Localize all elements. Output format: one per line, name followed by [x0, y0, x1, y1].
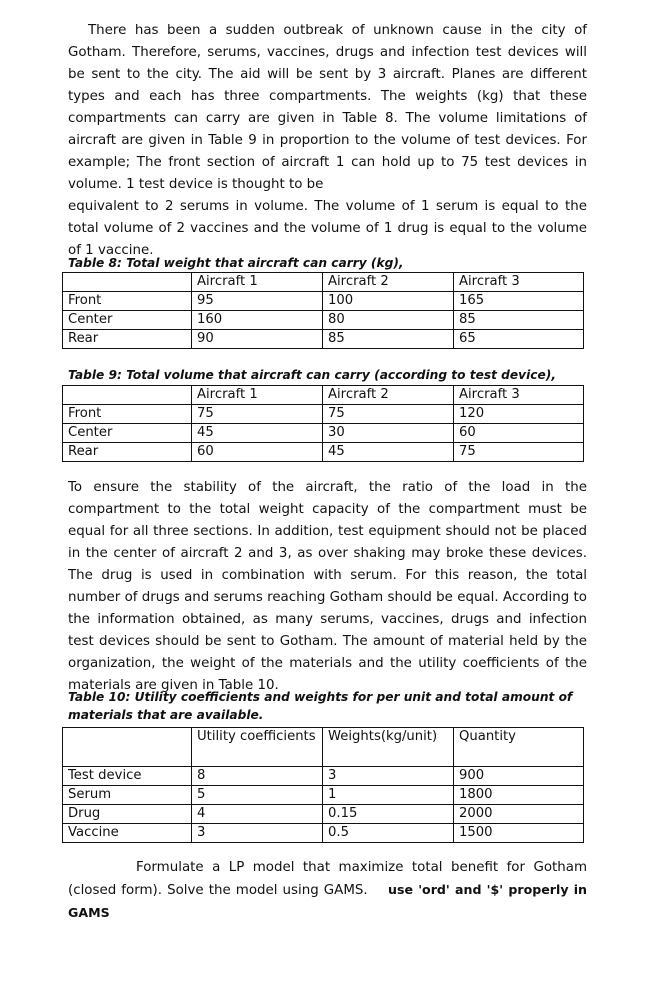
table-header-cell: Quantity	[454, 728, 584, 767]
row-label: Rear	[63, 330, 192, 349]
table-row	[63, 311, 584, 330]
intro-continuation	[68, 196, 587, 262]
table-row	[63, 805, 584, 824]
constraints-paragraph: To ensure the stability of the aircraft, the ratio of the load in the compartment to the total weight capacity of the compartment must be equal for all three sections. In addition, test equipment should not be placed in the center of aircraft 2 and 3, as over shaking may broke these devices. The drug is used in combination with serum. For this reason, the total number of drugs and serums reaching Gotham should be equal. According to the information obtained, as many serums, vaccines, drugs and infection test devices should be sent to Gotham. The amount of material held by the organization, the weight of the materials and the utility coefficients of the materials are given in Table 10.	[68, 480, 587, 693]
table-cell: 160	[192, 311, 323, 330]
row-label: Front	[63, 292, 192, 311]
table-header-cell	[63, 273, 192, 292]
table9-caption: Table 9: Total volume that aircraft can carry (according to test device),	[68, 368, 556, 382]
table-cell: 165	[454, 292, 584, 311]
table-cell: 3	[192, 824, 323, 843]
table-header-cell	[63, 728, 192, 767]
row-label: Front	[63, 405, 192, 424]
intro-text-part1: There has been a sudden outbreak of unknown cause in the city of Gotham. Therefore, serums, vaccines, drugs and infection test devices will be sent to the city. The aid will be sent by 3 aircraft. Planes are different types and each has three compartments. The weights (kg) that these compartments can carry are given in Table 8. The volume limitations of aircraft are given in Table 9 in proportion to the volume of test devices. For example; The front section of aircraft 1 can hold up to 75 test devices in volume. 1 test device is thought to be	[68, 23, 587, 192]
gams-note: use 'ord' and '$' properly in GAMS	[68, 882, 588, 920]
intro-text-part2: equivalent to 2 serums in volume. The volume of 1 serum is equal to the total volume of 2 vaccines and the volume of 1 drug is equal to the volume of 1 vaccine.	[68, 199, 587, 258]
table-header-cell: Aircraft 3	[454, 273, 584, 292]
table-cell: 1	[323, 786, 454, 805]
table-cell: 85	[323, 330, 454, 349]
table-cell: 30	[323, 424, 454, 443]
table-cell: 90	[192, 330, 323, 349]
table-header-cell: Utility coefficients	[192, 728, 323, 767]
row-label: Center	[63, 311, 192, 330]
row-label: Center	[63, 424, 192, 443]
table9-header-row	[63, 386, 584, 405]
table-cell: 5	[192, 786, 323, 805]
table-cell: 100	[323, 292, 454, 311]
table-cell: 2000	[454, 805, 584, 824]
intro-paragraph	[68, 20, 587, 196]
table8	[62, 272, 584, 349]
table-header-cell: Aircraft 1	[192, 273, 323, 292]
table-cell: 65	[454, 330, 584, 349]
table-row	[63, 330, 584, 349]
table-cell: 8	[192, 767, 323, 786]
table-cell: 95	[192, 292, 323, 311]
table-cell: 45	[323, 443, 454, 462]
table10-caption: Table 10: Utility coefficients and weights for per unit and total amount of materials that are available.	[68, 690, 573, 722]
table8-caption: Table 8: Total weight that aircraft can carry (kg),	[68, 256, 404, 270]
table-cell: 0.15	[323, 805, 454, 824]
table-cell: 85	[454, 311, 584, 330]
table-header-cell	[63, 386, 192, 405]
table-header-cell: Aircraft 3	[454, 386, 584, 405]
table-row	[63, 424, 584, 443]
table-cell: 60	[192, 443, 323, 462]
table-row	[63, 405, 584, 424]
table9	[62, 385, 584, 462]
table-header-cell: Aircraft 2	[323, 386, 454, 405]
table-cell: 75	[192, 405, 323, 424]
row-label: Rear	[63, 443, 192, 462]
row-label: Vaccine	[63, 824, 192, 843]
table10	[62, 727, 584, 843]
table-row	[63, 292, 584, 311]
table-cell: 1800	[454, 786, 584, 805]
table-cell: 45	[192, 424, 323, 443]
table-header-cell: Aircraft 2	[323, 273, 454, 292]
table-cell: 1500	[454, 824, 584, 843]
table-row	[63, 767, 584, 786]
table-cell: 80	[323, 311, 454, 330]
row-label: Test device	[63, 767, 192, 786]
table-cell: 120	[454, 405, 584, 424]
table8-header-row	[63, 273, 584, 292]
table-row	[63, 786, 584, 805]
row-label: Serum	[63, 786, 192, 805]
table-row	[63, 824, 584, 843]
table-header-cell: Aircraft 1	[192, 386, 323, 405]
task-paragraph	[68, 857, 587, 925]
table-cell: 0.5	[323, 824, 454, 843]
table-cell: 4	[192, 805, 323, 824]
task-text: Formulate a LP model that maximize total benefit for Gotham (closed form). Solve the model using GAMS.	[68, 860, 587, 898]
table-header-cell: Weights(kg/unit)	[323, 728, 454, 767]
table-cell: 75	[454, 443, 584, 462]
table10-header-row	[63, 728, 584, 767]
table-row	[63, 443, 584, 462]
table-cell: 75	[323, 405, 454, 424]
row-label: Drug	[63, 805, 192, 824]
table-cell: 60	[454, 424, 584, 443]
table-cell: 3	[323, 767, 454, 786]
table-cell: 900	[454, 767, 584, 786]
